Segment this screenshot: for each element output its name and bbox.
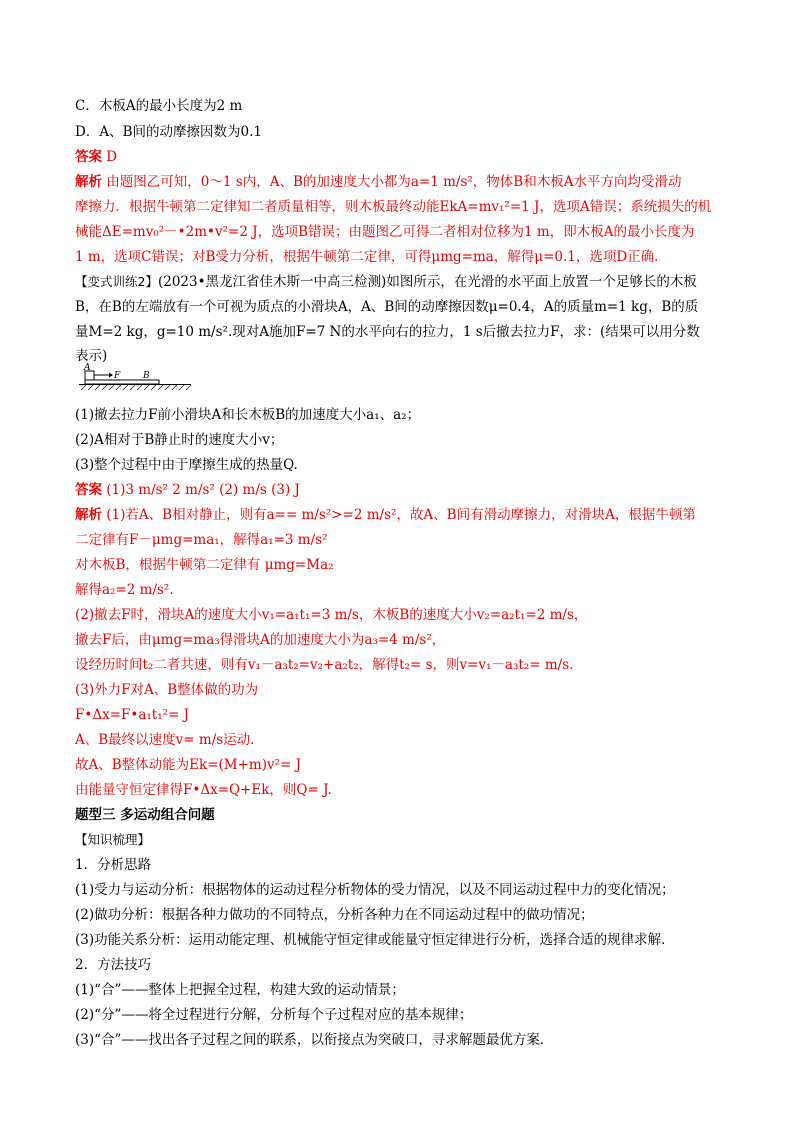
line-text: 撤去F后，由μmg=ma₃得滑块A的加速度大小为a₃=4 m/s²， xyxy=(75,632,446,648)
section-tag: 【知识梳理】 xyxy=(75,832,151,847)
section-tag: 【变式训练2】 xyxy=(75,274,158,289)
line-text: (2)“分”——将全过程进行分解，分析每个子过程对应的基本规律； xyxy=(75,1007,473,1023)
text-line-sol2-6 xyxy=(75,630,445,650)
line-text: D xyxy=(102,149,118,165)
line-text: C．木板A的最小长度为2 m xyxy=(75,98,243,114)
text-line-heading3 xyxy=(75,805,215,825)
text-line-ans1 xyxy=(75,147,117,167)
text-line-sol2-10 xyxy=(75,730,254,750)
line-text: (1)受力与运动分析：根据物体的运动过程分析物体的受力情况，以及不同运动过程中力的变化情况； xyxy=(75,882,675,898)
text-line-s2-1 xyxy=(75,980,405,1000)
text-line-s1-2 xyxy=(75,905,594,925)
text-line-sol2-1 xyxy=(75,505,696,525)
label-f: F xyxy=(114,371,121,381)
text-line-sol1-4 xyxy=(75,247,668,267)
line-text: 表示) xyxy=(75,348,108,364)
line-text: 械能ΔE=mv₀²－•2m•v²=2 J，选项B错误；由题图乙可得二者相对位移为1 m，即木板A的最小长度为 xyxy=(75,224,695,240)
section-heading: 题型三 多运动组合问题 xyxy=(75,807,215,823)
text-line-sol1-1 xyxy=(75,172,681,192)
line-text: D．A、B间的动摩擦因数为0.1 xyxy=(75,124,262,140)
text-line-sol1-2 xyxy=(75,197,711,217)
line-text: (2)撤去F时，滑块A的速度大小v₁=a₁t₁=3 m/s，木板B的速度大小v₂=a₂t₁=2 m/s， xyxy=(75,607,588,623)
line-text: 二定律有F－μmg=ma₁，解得a₁=3 m/s² xyxy=(75,532,328,548)
ground-hatch xyxy=(81,385,191,390)
text-line-s1-1 xyxy=(75,880,675,900)
text-line-sol1-3 xyxy=(75,222,694,242)
line-text: F•Δx=F•a₁t₁²= J xyxy=(75,707,190,723)
line-text: (3)“合”——找出各子过程之间的联系，以衔接点为突破口，寻求解题最优方案． xyxy=(75,1032,554,1048)
line-text: A、B最终以速度v= m/s运动. xyxy=(75,732,255,748)
answer-label: 答案 xyxy=(75,482,102,498)
text-line-sol2-4 xyxy=(75,580,174,600)
line-text: (1)“合”——整体上把握全过程，构建大致的运动情景； xyxy=(75,982,405,998)
line-text: 摩擦力．根据牛顿第二定律知二者质量相等，则木板最终动能EkA=mv₁²=1 J，选项A错误；系统损失的机 xyxy=(75,199,712,215)
text-line-var2-3 xyxy=(75,322,700,342)
line-text: 量M=2 kg，g=10 m/s².现对A施加F=7 N的水平向右的拉力，1 s后撤去拉力F，求：(结果可以用分数 xyxy=(75,324,700,340)
text-line-opt-c xyxy=(75,96,242,116)
line-text: (3)外力F对A、B整体做的功为 xyxy=(75,682,259,698)
line-text: (1)若A、B相对静止，则有a== m/s²>=2 m/s²，故A、B间有滑动摩擦力，对滑块A，根据牛顿第 xyxy=(102,507,696,523)
text-line-q1 xyxy=(75,405,420,425)
line-text: 设经历时间t₂二者共速，则有v₁－a₃t₂=v₂+a₂t₂，解得t₂= s，则v=v₁－a₃t₂= m/s. xyxy=(75,657,574,673)
text-line-sol2-2 xyxy=(75,530,328,550)
force-arrow-head xyxy=(109,373,113,378)
text-line-sol2-11 xyxy=(75,755,301,775)
line-text: 1 m，选项C错误；对B受力分析，根据牛顿第二定律，可得μmg=ma，解得μ=0.1，选项D正确． xyxy=(75,249,668,265)
text-line-s1-3 xyxy=(75,930,675,950)
text-line-sol2-12 xyxy=(75,780,332,800)
line-text: (3)整个过程中由于摩擦生成的热量Q. xyxy=(75,457,298,473)
text-line-s2-3 xyxy=(75,1030,553,1050)
line-text: 对木板B，根据牛顿第二定律有 μmg=Ma₂ xyxy=(75,557,334,573)
line-text: (3)功能关系分析：运用动能定理、机械能守恒定律或能量守恒定律进行分析，选择合适的规律求解． xyxy=(75,932,675,948)
line-text: 2．方法技巧 xyxy=(75,957,152,973)
line-text: B，在B的左端放有一个可视为质点的小滑块A，A、B间的动摩擦因数μ=0.4，A的质量m=1 kg，B的质 xyxy=(75,299,699,315)
text-line-sol2-5 xyxy=(75,605,587,625)
text-line-sol2-7 xyxy=(75,655,573,675)
text-line-sol2-3 xyxy=(75,555,334,575)
line-text: (2)A相对于B静止时的速度大小v； xyxy=(75,432,284,448)
answer-label: 解析 xyxy=(75,174,102,190)
line-text: 由能量守恒定律得F•Δx=Q+Ek，则Q= J. xyxy=(75,782,332,798)
answer-label: 答案 xyxy=(75,149,102,165)
text-line-s2 xyxy=(75,955,151,975)
text-line-sol2-9 xyxy=(75,705,189,725)
text-line-q2 xyxy=(75,430,283,450)
text-line-var2-4 xyxy=(75,346,107,366)
line-text: 1．分析思路 xyxy=(75,857,152,873)
text-line-kn xyxy=(75,830,150,850)
text-line-opt-d xyxy=(75,122,262,142)
label-a: A xyxy=(84,363,91,373)
line-text: (1)撤去拉力F前小滑块A和长木板B的加速度大小a₁、a₂； xyxy=(75,407,421,423)
text-line-var2-2 xyxy=(75,297,698,317)
line-text: (2023•黑龙江省佳木斯一中高三检测)如图所示，在光滑的水平面上放置一个足够长的木板 xyxy=(157,274,697,290)
text-line-ans2 xyxy=(75,480,300,500)
line-text: (2)做功分析：根据各种力做功的不同特点，分析各种力在不同运动过程中的做功情况； xyxy=(75,907,594,923)
text-line-sol2-8 xyxy=(75,680,258,700)
line-text: 由题图乙可知，0～1 s内，A、B的加速度大小都为a=1 m/s²，物体B和木板A水平方向均受滑动 xyxy=(102,174,682,190)
text-line-var2-1 xyxy=(75,272,697,292)
text-line-s1 xyxy=(75,855,151,875)
text-line-q3 xyxy=(75,455,298,475)
answer-label: 解析 xyxy=(75,507,102,523)
label-b: B xyxy=(143,371,150,381)
line-text: 解得a₂=2 m/s². xyxy=(75,582,174,598)
block-diagram-figure xyxy=(79,362,193,392)
text-line-s2-2 xyxy=(75,1005,472,1025)
line-text: 故A、B整体动能为Ek=(M+m)v²= J xyxy=(75,757,302,773)
line-text: (1)3 m/s² 2 m/s² (2) m/s (3) J xyxy=(102,482,300,498)
